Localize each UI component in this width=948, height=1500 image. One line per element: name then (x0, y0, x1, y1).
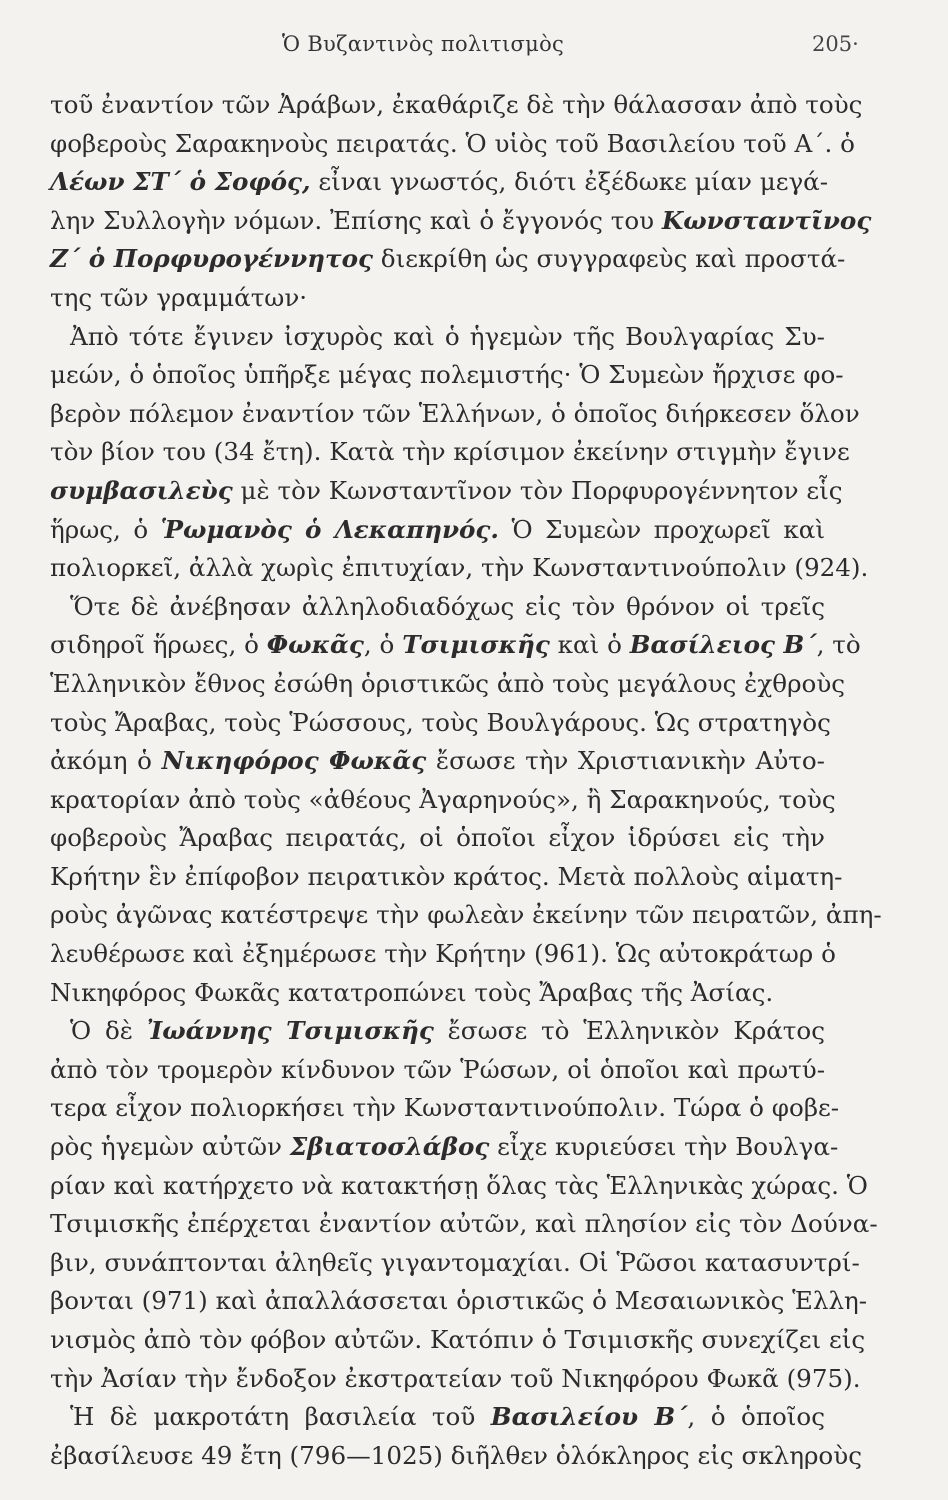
emphasized-name: Βασίλειος Β΄ (629, 630, 817, 660)
text-run: Ἀπὸ τότε ἔγινεν ἰσχυρὸς καὶ ὁ ἡγεμὼν τῆς Βουλγαρίας Συ- (70, 321, 825, 351)
emphasized-name: συμβασιλεὺς (50, 475, 233, 505)
text-run: ροὺς ἀγῶνας κατέστρεψε τὴν φωλεὰν ἐκείνην τῶν πειρατῶν, ἀπη- (50, 900, 882, 930)
text-run: Ἡ δὲ μακροτάτη βασιλεία τοῦ (70, 1402, 491, 1432)
text-run: , ὁ (363, 630, 403, 660)
text-line (50, 1360, 861, 1399)
emphasized-name: Βασιλείου Β΄ (490, 1402, 688, 1432)
text-line (50, 433, 850, 472)
text-line (50, 1128, 839, 1167)
text-run: φοβεροὺς Ἄραβας πειρατάς, οἱ ὁποῖοι εἶχον ἱδρύσει εἰς τὴν (50, 823, 825, 853)
text-run: βονται (971) καὶ ἀπαλλάσσεται ὁριστικῶς ὁ Μεσαιωνικὸς Ἑλλη- (50, 1286, 868, 1316)
text-run: πολιορκεῖ, ἀλλὰ χωρὶς ἐπιτυχίαν, τὴν Κωνσταντινούπολιν (924). (50, 553, 869, 583)
emphasized-name: Λέων ΣΤ΄ ὁ Σοφός, (50, 167, 311, 197)
text-line (50, 858, 843, 897)
text-line (50, 742, 825, 781)
text-run: τοὺς Ἄραβας, τοὺς Ῥώσσους, τοὺς Βουλγάρους. Ὡς στρατηγὸς (50, 707, 831, 737)
text-run: , τὸ (816, 630, 861, 660)
text-line (50, 1089, 840, 1128)
text-line (50, 318, 825, 357)
text-line (50, 163, 829, 202)
text-run: Ὁ Συμεὼν προχωρεῖ καὶ (498, 514, 826, 544)
text-run: μεών, ὁ ὁποῖος ὑπῆρξε μέγας πολεμιστής· Ὁ Συμεὼν ἤρχισε φο- (50, 360, 844, 390)
text-run: ἥρως, ὁ (50, 514, 161, 544)
text-run: τὴν Ἀσίαν τὴν ἔνδοξον ἐκστρατείαν τοῦ Νικηφόρου Φωκᾶ (975). (50, 1363, 861, 1393)
text-run: Κρήτην ἓν ἐπίφοβον πειρατικὸν κράτος. Μετὰ πολλοὺς αἱματη- (50, 861, 843, 891)
emphasized-name: Ῥωμανὸς ὁ Λεκαπηνός. (160, 514, 499, 544)
text-line (50, 202, 872, 241)
emphasized-name: Κωνσταντῖνος (661, 205, 872, 235)
text-run: φοβεροὺς Σαρακηνοὺς πειρατάς. Ὁ υἱὸς τοῦ Βασιλείου τοῦ Α΄. ὁ (50, 128, 855, 158)
text-run: , ὁ ὁποῖος (687, 1402, 825, 1432)
text-run: ἔσωσε τὴν Χριστιανικὴν Αὐτο- (426, 746, 825, 776)
text-run: εἶχε κυριεύσει τὴν Βουλγα- (489, 1132, 839, 1162)
text-run: Ὁ δὲ (70, 1016, 147, 1046)
text-line (50, 240, 846, 279)
text-run: ἀπὸ τὸν τρομερὸν κίνδυνον τῶν Ῥώσων, οἱ ὁποῖοι καὶ πρωτύ- (50, 1054, 825, 1084)
text-run: τερα εἶχον πολιορκήσει τὴν Κωνσταντινούπολιν. Τώρα ὁ φοβε- (50, 1093, 840, 1123)
text-run: εἶναι γνωστός, διότι ἐξέδωκε μίαν μεγά- (310, 167, 829, 197)
emphasized-name: Ἰωάννης Τσιμισκῆς (146, 1016, 434, 1046)
text-run: νισμὸς ἀπὸ τὸν φόβον αὐτῶν. Κατόπιν ὁ Τσιμισκῆς συνεχίζει εἰς (50, 1325, 866, 1354)
text-run: ρὸς ἡγεμὼν αὐτῶν (50, 1132, 290, 1162)
text-line (50, 896, 882, 935)
text-line (50, 974, 825, 1013)
text-run: σιδηροῖ ἥρωες, ὁ (50, 630, 267, 660)
text-run: Ὅτε δὲ ἀνέβησαν ἀλληλοδιαδόχως εἰς τὸν θρόνον οἱ τρεῖς (70, 591, 825, 621)
text-run: της τῶν γραμμάτων· (50, 282, 308, 312)
emphasized-name: Σβιατοσλάβος (289, 1132, 490, 1162)
text-line (50, 86, 863, 125)
text-line (50, 1051, 825, 1090)
emphasized-name: Ζ΄ ὁ Πορφυρογέννητος (50, 244, 373, 274)
text-line (50, 1398, 825, 1437)
text-line (50, 1321, 866, 1360)
text-line (50, 704, 831, 743)
text-line (50, 125, 855, 164)
running-head (0, 32, 948, 62)
text-line (50, 1167, 868, 1206)
page-number: 205· (812, 32, 859, 56)
text-run: ἀκόμη ὁ (50, 746, 162, 776)
text-line (50, 511, 825, 550)
text-run: κρατορίαν ἀπὸ τοὺς «ἀθέους Ἀγαρηνούς», ἢ Σαρακηνούς, τοὺς (50, 784, 836, 814)
text-line (50, 935, 836, 974)
text-line (50, 588, 825, 627)
emphasized-name: Φωκᾶς (266, 630, 364, 660)
text-run: Τσιμισκῆς ἐπέρχεται ἐναντίον αὐτῶν, καὶ πλησίον εἰς τὸν Δούνα- (50, 1209, 878, 1239)
running-title: Ὁ Βυζαντινὸς πολιτισμὸς (282, 32, 565, 56)
text-run: λην Συλλογὴν νόμων. Ἐπίσης καὶ ὁ ἔγγονός του (50, 205, 662, 235)
text-line (50, 356, 844, 395)
emphasized-name: Νικηφόρος Φωκᾶς (161, 746, 427, 776)
text-line (50, 626, 861, 665)
text-line (50, 1205, 878, 1244)
text-line (50, 665, 846, 704)
text-line (50, 1244, 860, 1283)
text-line (50, 1437, 862, 1476)
text-line (50, 819, 825, 858)
text-run: μὲ τὸν Κωνσταντῖνον τὸν Πορφυρογέννητον εἷς (232, 475, 843, 505)
text-line (50, 1282, 868, 1321)
text-line (50, 1012, 825, 1051)
text-run: Ἑλληνικὸν ἔθνος ἐσώθη ὁριστικῶς ἀπὸ τοὺς μεγάλους ἐχθροὺς (50, 668, 846, 698)
text-run: βερὸν πόλεμον ἐναντίον τῶν Ἑλλήνων, ὁ ὁποῖος διήρκεσεν ὅλον (50, 398, 860, 428)
text-run: ἔσωσε τὸ Ἑλληνικὸν Κράτος (433, 1016, 825, 1046)
text-run: ἐβασίλευσε 49 ἔτη (796—1025) διῆλθεν ὁλόκληρος εἰς σκληροὺς (50, 1440, 862, 1470)
text-line (50, 472, 843, 511)
body-text (50, 86, 882, 1475)
text-run: λευθέρωσε καὶ ἐξημέρωσε τὴν Κρήτην (961). Ὡς αὐτοκράτωρ ὁ (50, 939, 836, 969)
text-line (50, 279, 825, 318)
text-line (50, 549, 869, 588)
text-run: ρίαν καὶ κατήρχετο νὰ κατακτήσῃ ὅλας τὰς Ἑλληνικὰς χώρας. Ὁ (50, 1170, 868, 1200)
text-run: τὸν βίον του (34 ἔτη). Κατὰ τὴν κρίσιμον ἐκείνην στιγμὴν ἔγινε (50, 437, 850, 467)
text-run: διεκρίθη ὡς συγγραφεὺς καὶ προστά- (372, 244, 846, 274)
text-run: τοῦ ἐναντίον τῶν Ἀράβων, ἐκαθάριζε δὲ τὴν θάλασσαν ἀπὸ τοὺς (50, 90, 863, 119)
text-run: Νικηφόρος Φωκᾶς κατατροπώνει τοὺς Ἄραβας τῆς Ἀσίας. (50, 977, 774, 1007)
text-line (50, 781, 836, 820)
text-line (50, 395, 860, 434)
emphasized-name: Τσιμισκῆς (402, 630, 550, 660)
text-run: καὶ ὁ (549, 630, 630, 660)
text-run: βιν, συνάπτονται ἀληθεῖς γιγαντομαχίαι. Οἱ Ῥῶσοι κατασυντρί- (50, 1247, 860, 1277)
